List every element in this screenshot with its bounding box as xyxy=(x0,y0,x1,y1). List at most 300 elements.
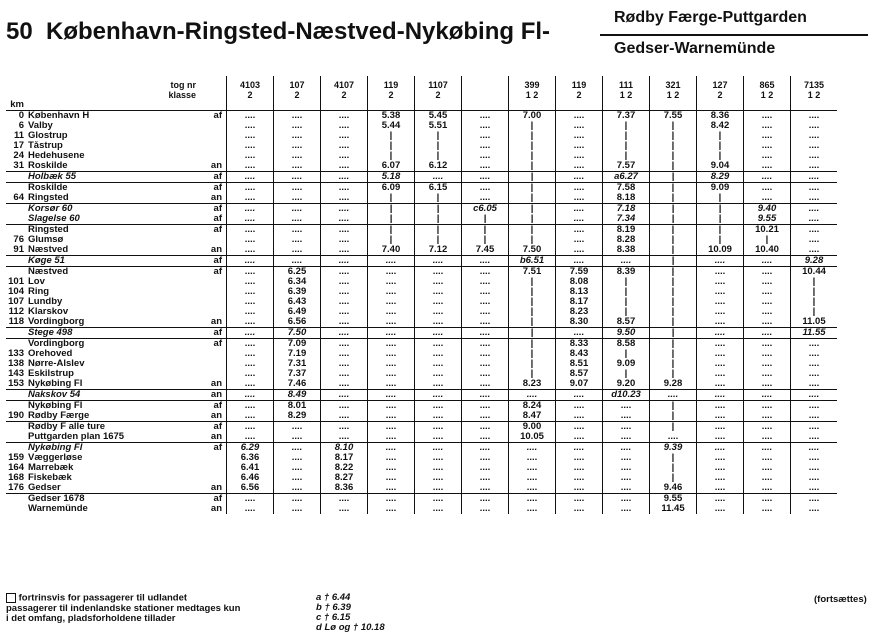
time-cell: 8.43 xyxy=(556,349,603,359)
time-cell: .... xyxy=(274,204,321,215)
station-name: Glostrup xyxy=(28,131,68,141)
time-cell: 7.50 xyxy=(509,245,556,256)
time-cell: 10.05 xyxy=(509,432,556,443)
time-cell: .... xyxy=(274,235,321,245)
time-cell: 8.36 xyxy=(321,483,368,494)
direction-cell: af xyxy=(198,204,227,215)
time-cell: .... xyxy=(368,483,415,494)
table-row xyxy=(6,432,837,443)
time-cell: | xyxy=(744,235,791,245)
time-cell: .... xyxy=(415,494,462,505)
timetable-body xyxy=(6,111,837,515)
time-cell: .... xyxy=(321,183,368,194)
time-cell: .... xyxy=(321,121,368,131)
time-cell: 8.33 xyxy=(556,339,603,350)
time-cell: .... xyxy=(227,172,274,183)
time-cell: .... xyxy=(791,473,838,483)
time-cell: .... xyxy=(697,390,744,401)
time-cell: 8.57 xyxy=(556,369,603,379)
time-cell: | xyxy=(650,473,697,483)
time-cell: | xyxy=(791,297,838,307)
time-cell: .... xyxy=(697,411,744,422)
train-column-header xyxy=(321,76,368,111)
km-cell xyxy=(6,504,26,514)
time-cell: 7.57 xyxy=(603,161,650,172)
km-cell: 0 xyxy=(18,110,24,121)
km-cell: 6 xyxy=(18,121,24,131)
table-row xyxy=(6,204,837,215)
direction-cell xyxy=(198,131,227,141)
km-cell: 91 xyxy=(13,245,24,255)
time-cell: | xyxy=(415,131,462,141)
time-cell: 9.46 xyxy=(650,483,697,494)
time-cell: .... xyxy=(650,432,697,443)
station-name: Glumsø xyxy=(28,235,64,245)
time-cell: .... xyxy=(274,504,321,514)
time-cell: .... xyxy=(274,432,321,443)
km-cell: 17 xyxy=(13,141,24,151)
time-cell: .... xyxy=(274,214,321,225)
time-cell: .... xyxy=(791,141,838,151)
table-row xyxy=(6,317,837,328)
time-cell: .... xyxy=(697,483,744,494)
table-row xyxy=(6,172,837,183)
time-cell: .... xyxy=(274,161,321,172)
time-cell: .... xyxy=(321,369,368,379)
time-cell: .... xyxy=(227,359,274,369)
time-cell: | xyxy=(509,141,556,151)
table-row xyxy=(6,256,837,267)
time-cell: .... xyxy=(556,422,603,433)
time-cell: .... xyxy=(368,339,415,350)
time-cell: | xyxy=(650,183,697,194)
time-cell: | xyxy=(650,401,697,412)
time-cell: | xyxy=(697,225,744,236)
direction-cell: af xyxy=(213,214,222,224)
km-cell: 104 xyxy=(8,287,24,297)
time-cell: | xyxy=(650,328,697,339)
time-cell: 7.59 xyxy=(556,267,603,278)
time-cell: .... xyxy=(462,401,509,412)
time-cell: .... xyxy=(462,379,509,390)
km-cell xyxy=(6,422,26,433)
time-cell: 7.51 xyxy=(509,267,556,278)
table-row xyxy=(6,349,837,359)
time-cell: .... xyxy=(368,411,415,422)
direction-cell: an xyxy=(198,390,227,401)
time-cell: .... xyxy=(227,183,274,194)
time-cell: .... xyxy=(321,235,368,245)
time-cell: .... xyxy=(744,349,791,359)
time-cell: .... xyxy=(321,267,368,278)
time-cell: | xyxy=(650,161,697,172)
time-cell: .... xyxy=(368,463,415,473)
time-cell: .... xyxy=(274,183,321,194)
time-cell: b6.51 xyxy=(509,256,556,267)
time-cell: .... xyxy=(556,141,603,151)
time-cell: .... xyxy=(462,256,509,267)
time-cell: .... xyxy=(697,317,744,328)
time-cell: .... xyxy=(415,401,462,412)
table-row xyxy=(6,369,837,379)
time-cell: .... xyxy=(227,422,274,433)
time-cell: .... xyxy=(462,328,509,339)
direction-cell: af xyxy=(198,422,227,433)
time-cell: .... xyxy=(415,277,462,287)
time-cell: .... xyxy=(321,432,368,443)
time-cell: .... xyxy=(791,401,838,412)
time-cell: 8.23 xyxy=(509,379,556,390)
time-cell: .... xyxy=(462,443,509,454)
time-cell: .... xyxy=(791,422,838,433)
time-cell: 9.28 xyxy=(791,256,838,267)
table-row xyxy=(6,443,837,454)
time-cell: .... xyxy=(791,463,838,473)
station-name: Køge 51 xyxy=(26,256,198,267)
time-cell: .... xyxy=(415,483,462,494)
time-cell: | xyxy=(650,359,697,369)
time-cell: .... xyxy=(368,369,415,379)
time-cell: .... xyxy=(791,245,838,256)
time-cell: .... xyxy=(415,443,462,454)
time-cell: 8.42 xyxy=(697,121,744,131)
time-cell: | xyxy=(509,183,556,194)
time-cell: .... xyxy=(274,193,321,204)
time-cell: | xyxy=(650,349,697,359)
time-cell: .... xyxy=(321,277,368,287)
time-cell: .... xyxy=(556,401,603,412)
time-cell: .... xyxy=(744,307,791,317)
time-cell: .... xyxy=(227,401,274,412)
km-cell xyxy=(6,339,26,350)
time-cell: 9.09 xyxy=(697,183,744,194)
time-cell: .... xyxy=(368,390,415,401)
time-cell: .... xyxy=(368,297,415,307)
station-name: Slagelse 60 xyxy=(28,214,80,224)
time-cell: .... xyxy=(603,443,650,454)
table-number: 50 xyxy=(6,18,33,45)
direction-cell xyxy=(198,297,227,307)
time-cell: | xyxy=(509,369,556,379)
time-cell: .... xyxy=(274,422,321,433)
time-cell: .... xyxy=(556,214,603,225)
time-cell: | xyxy=(650,307,697,317)
time-cell: .... xyxy=(227,121,274,131)
time-cell: .... xyxy=(556,193,603,204)
time-cell: .... xyxy=(227,297,274,307)
time-cell: .... xyxy=(321,204,368,215)
train-column-header xyxy=(509,76,556,111)
time-cell: | xyxy=(415,193,462,204)
time-cell: 9.00 xyxy=(509,422,556,433)
time-cell: .... xyxy=(227,161,274,172)
time-cell: .... xyxy=(368,432,415,443)
train-column-header xyxy=(462,76,509,111)
direction-cell: af xyxy=(198,328,227,339)
time-cell: .... xyxy=(697,504,744,514)
table-row xyxy=(6,161,837,172)
time-cell: .... xyxy=(744,411,791,422)
time-cell: .... xyxy=(462,267,509,278)
time-cell: | xyxy=(650,214,697,225)
time-cell: | xyxy=(650,267,697,278)
time-cell: .... xyxy=(791,453,838,463)
time-cell: .... xyxy=(462,307,509,317)
time-cell: .... xyxy=(274,141,321,151)
time-cell: 8.18 xyxy=(603,193,650,204)
time-cell: .... xyxy=(227,432,274,443)
time-cell: | xyxy=(697,193,744,204)
time-cell: .... xyxy=(462,411,509,422)
time-cell: .... xyxy=(368,359,415,369)
km-cell xyxy=(6,204,26,215)
time-cell: | xyxy=(509,235,556,245)
time-cell: .... xyxy=(274,225,321,236)
time-cell: .... xyxy=(556,443,603,454)
time-cell: 7.37 xyxy=(274,369,321,379)
time-cell: .... xyxy=(556,245,603,256)
time-cell: .... xyxy=(227,494,274,505)
km-cell xyxy=(6,183,26,194)
time-cell: | xyxy=(509,193,556,204)
time-cell: .... xyxy=(791,369,838,379)
table-row xyxy=(6,411,837,422)
time-cell: .... xyxy=(321,214,368,225)
train-number: 1107 xyxy=(428,80,448,90)
page-header xyxy=(0,0,885,74)
time-cell: 6.29 xyxy=(227,443,274,454)
time-cell: | xyxy=(603,297,650,307)
time-cell: .... xyxy=(744,111,791,122)
time-cell: .... xyxy=(556,172,603,183)
time-cell: .... xyxy=(321,256,368,267)
km-cell: 190 xyxy=(8,411,24,421)
time-cell: .... xyxy=(227,328,274,339)
time-cell: | xyxy=(368,214,415,225)
time-cell: .... xyxy=(415,422,462,433)
branch-bottom: Gedser-Warnemünde xyxy=(614,40,776,57)
station-name: Nakskov 54 xyxy=(26,390,198,401)
train-column-header xyxy=(603,76,650,111)
time-cell: .... xyxy=(415,307,462,317)
continued-note: (fortsættes) xyxy=(814,594,867,605)
time-cell: 11.05 xyxy=(791,317,838,328)
time-cell: .... xyxy=(462,494,509,505)
time-cell: | xyxy=(462,214,509,225)
station-name: Rødby Færge xyxy=(28,411,90,421)
time-cell: .... xyxy=(697,432,744,443)
train-class: 2 xyxy=(341,90,347,100)
time-cell: .... xyxy=(415,349,462,359)
km-cell xyxy=(6,214,26,225)
time-cell: .... xyxy=(744,390,791,401)
time-cell: 10.44 xyxy=(791,267,838,278)
time-cell: 7.12 xyxy=(415,245,462,256)
time-cell: .... xyxy=(744,369,791,379)
time-cell: | xyxy=(603,369,650,379)
time-cell: .... xyxy=(368,401,415,412)
time-cell: .... xyxy=(227,277,274,287)
tog-label: tog nr xyxy=(170,80,196,90)
train-class: 1 2 xyxy=(666,90,680,100)
station-name: Ringsted xyxy=(26,225,198,236)
time-cell: .... xyxy=(227,256,274,267)
time-cell: .... xyxy=(556,151,603,161)
time-cell: | xyxy=(650,422,697,433)
time-cell: 9.09 xyxy=(603,359,650,369)
time-cell: .... xyxy=(697,494,744,505)
time-cell: .... xyxy=(791,204,838,215)
time-cell: .... xyxy=(462,277,509,287)
time-cell: 8.51 xyxy=(556,359,603,369)
station-header xyxy=(26,76,198,111)
time-cell: .... xyxy=(368,317,415,328)
time-cell: .... xyxy=(791,214,838,225)
time-cell: .... xyxy=(274,245,321,256)
direction-cell xyxy=(198,277,227,287)
time-cell: 8.24 xyxy=(509,401,556,412)
time-cell: .... xyxy=(462,369,509,379)
time-cell: .... xyxy=(556,183,603,194)
time-cell: | xyxy=(650,204,697,215)
time-cell: | xyxy=(650,141,697,151)
time-cell: | xyxy=(650,317,697,328)
time-cell: 8.27 xyxy=(321,473,368,483)
time-cell: | xyxy=(650,256,697,267)
time-cell: .... xyxy=(227,339,274,350)
km-cell xyxy=(6,225,26,236)
time-cell: .... xyxy=(274,494,321,505)
time-cell: .... xyxy=(556,256,603,267)
time-cell: .... xyxy=(274,131,321,141)
table-row xyxy=(6,473,837,483)
time-cell: | xyxy=(603,121,650,131)
table-row xyxy=(6,245,837,256)
time-cell: 7.18 xyxy=(603,204,650,215)
table-row xyxy=(6,463,837,473)
time-cell: .... xyxy=(462,172,509,183)
station-name: Nykøbing Fl xyxy=(26,401,198,412)
station-name: Eskilstrup xyxy=(28,369,74,379)
train-number: 865 xyxy=(759,80,775,90)
time-cell: | xyxy=(603,349,650,359)
time-cell: .... xyxy=(321,225,368,236)
station-name: Lundby xyxy=(28,297,63,307)
time-cell: .... xyxy=(697,328,744,339)
direction-cell xyxy=(198,287,227,297)
time-cell: .... xyxy=(556,235,603,245)
table-row xyxy=(6,390,837,401)
time-cell: 6.25 xyxy=(274,267,321,278)
km-cell: 133 xyxy=(8,349,24,359)
time-cell: | xyxy=(509,317,556,328)
table-row xyxy=(6,504,837,514)
time-cell: .... xyxy=(697,277,744,287)
time-cell: .... xyxy=(462,183,509,194)
station-name: Nykøbing Fl xyxy=(28,379,83,389)
time-cell: .... xyxy=(321,131,368,141)
time-cell: .... xyxy=(227,349,274,359)
time-cell: .... xyxy=(227,225,274,236)
train-number: 119 xyxy=(571,80,587,90)
direction-cell xyxy=(198,235,227,245)
station-name: Marrebæk xyxy=(28,463,74,473)
time-cell: | xyxy=(415,235,462,245)
time-cell: .... xyxy=(509,453,556,463)
train-number: 107 xyxy=(289,80,305,90)
time-cell: .... xyxy=(509,463,556,473)
time-cell: .... xyxy=(697,307,744,317)
direction-cell xyxy=(198,369,227,379)
station-name: Ringsted xyxy=(28,193,69,203)
time-cell: | xyxy=(650,235,697,245)
time-cell: .... xyxy=(227,287,274,297)
time-cell: 9.39 xyxy=(650,443,697,454)
time-cell: .... xyxy=(603,432,650,443)
km-cell: 164 xyxy=(8,463,24,473)
time-cell: c6.05 xyxy=(462,204,509,215)
station-name: Warnemünde xyxy=(28,504,88,514)
table-row xyxy=(6,121,837,131)
table-row xyxy=(6,422,837,433)
km-cell xyxy=(6,390,26,401)
station-name: Valby xyxy=(28,121,53,131)
time-cell: .... xyxy=(368,504,415,514)
time-cell: .... xyxy=(791,494,838,505)
time-cell: .... xyxy=(415,328,462,339)
time-cell: .... xyxy=(462,349,509,359)
station-name: Orehoved xyxy=(28,349,73,359)
time-cell: .... xyxy=(368,494,415,505)
table-row xyxy=(6,235,837,245)
km-cell xyxy=(6,443,26,454)
time-cell: .... xyxy=(744,504,791,514)
time-cell: 7.34 xyxy=(603,214,650,225)
time-cell: .... xyxy=(791,339,838,350)
time-cell: 9.04 xyxy=(697,161,744,172)
time-cell: 5.51 xyxy=(415,121,462,131)
table-row xyxy=(6,111,837,122)
direction-cell: an xyxy=(210,483,222,493)
time-cell: .... xyxy=(697,473,744,483)
direction-cell: af xyxy=(198,183,227,194)
time-cell: | xyxy=(697,141,744,151)
station-name: København H xyxy=(28,110,90,121)
direction-cell xyxy=(198,473,227,483)
time-cell: .... xyxy=(556,504,603,514)
time-cell: .... xyxy=(697,267,744,278)
branch-top: Rødby Færge-Puttgarden xyxy=(614,9,807,26)
time-cell: .... xyxy=(415,297,462,307)
time-cell: .... xyxy=(697,297,744,307)
time-cell: .... xyxy=(274,172,321,183)
time-cell: | xyxy=(509,349,556,359)
time-cell: | xyxy=(791,287,838,297)
table-row xyxy=(6,307,837,317)
time-cell: .... xyxy=(744,443,791,454)
time-cell: 9.20 xyxy=(603,379,650,390)
station-name: Holbæk 55 xyxy=(26,172,198,183)
time-cell: .... xyxy=(368,473,415,483)
table-row xyxy=(6,131,837,141)
time-cell: .... xyxy=(462,483,509,494)
time-cell: .... xyxy=(697,369,744,379)
time-cell: .... xyxy=(744,494,791,505)
time-cell: .... xyxy=(274,443,321,454)
time-cell: | xyxy=(650,131,697,141)
time-cell: | xyxy=(603,307,650,317)
time-cell: | xyxy=(650,287,697,297)
